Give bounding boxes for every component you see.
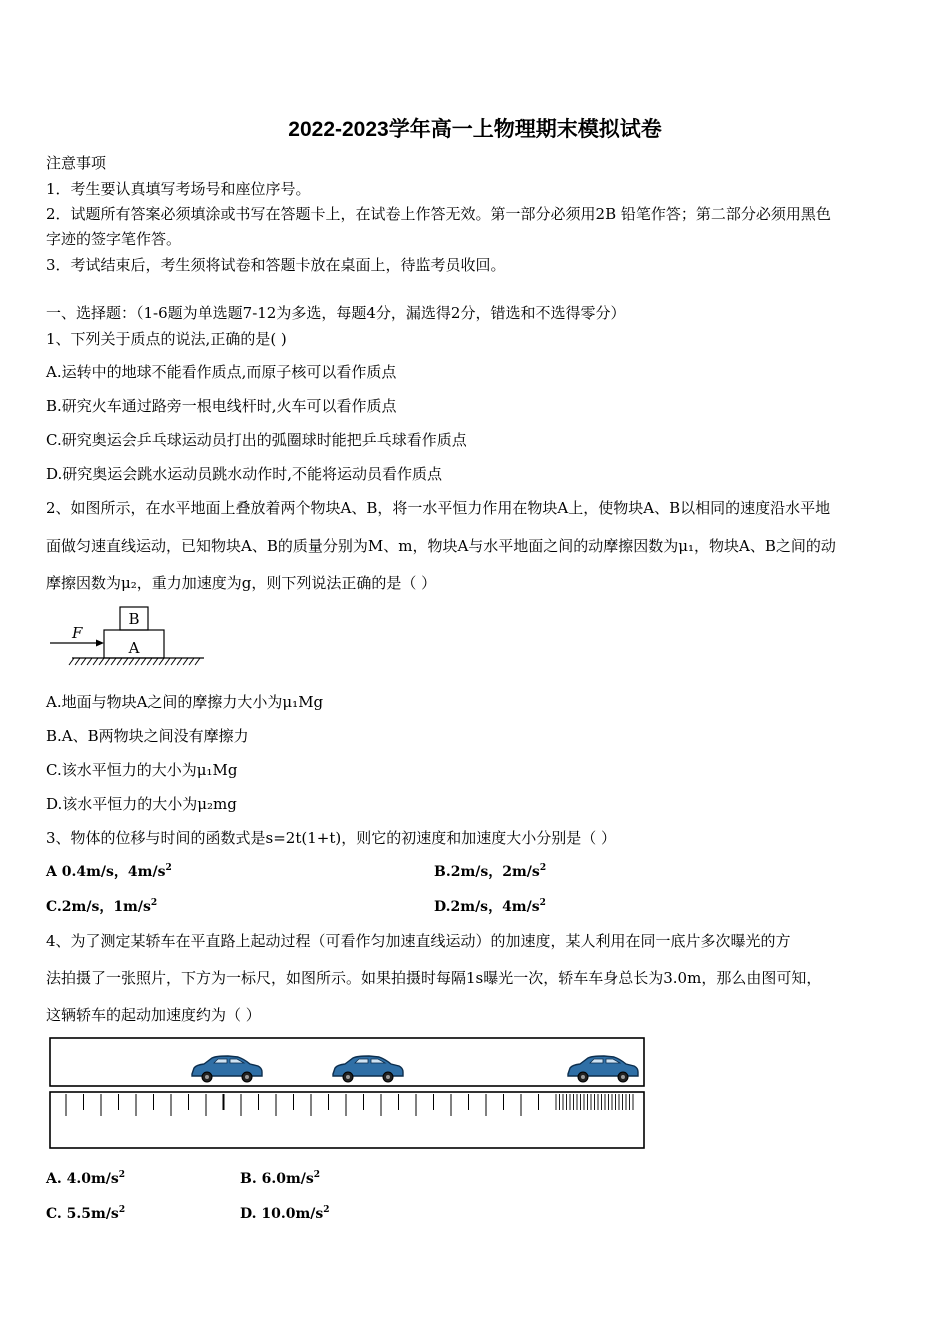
block-a-label: A bbox=[128, 639, 140, 657]
question-3-option-c: C.2m/s，$1m/s^2$ bbox=[46, 898, 158, 915]
question-3-stem: 3、物体的位移与时间的函数式是s=2t(1+t)，则它的初速度和加速度大小分别是（ ） bbox=[46, 829, 616, 847]
question-1-option-d: D.研究奥运会跳水运动员跳水动作时,不能将运动员看作质点 bbox=[46, 465, 443, 483]
hatch-mark bbox=[111, 658, 116, 665]
question-2-option-a: A.地面与物块A之间的摩擦力大小为μ₁Mg bbox=[46, 693, 324, 711]
hatch-mark bbox=[129, 658, 134, 665]
section-heading: 一、选择题：（1-6题为单选题7-12为多选，每题4分，漏选得2分，错选和不选得零分） bbox=[46, 304, 626, 322]
hatch-mark bbox=[81, 658, 86, 665]
ruler-ticks bbox=[66, 1094, 633, 1116]
hatch-mark bbox=[87, 658, 92, 665]
force-label: F bbox=[72, 624, 83, 642]
question-3-option-b: B.2m/s，$2m/s^2$ bbox=[434, 863, 547, 880]
hatch-mark bbox=[189, 658, 194, 665]
hatch-mark bbox=[69, 658, 74, 665]
hatch-mark bbox=[177, 658, 182, 665]
question-4-option-b: B. $6.0m/s^2$ bbox=[240, 1170, 321, 1187]
page-title: 2022-2023学年高一上物理期末模拟试卷 bbox=[288, 118, 662, 141]
notice-item: 3．考试结束后，考生须将试卷和答题卡放在桌面上，待监考员收回。 bbox=[46, 256, 506, 274]
question-4-option-c: C. $5.5m/s^2$ bbox=[46, 1205, 126, 1222]
hatch-mark bbox=[171, 658, 176, 665]
question-1-option-c: C.研究奥运会乒乓球运动员打出的弧圈球时能把乒乓球看作质点 bbox=[46, 431, 467, 449]
hatch-mark bbox=[93, 658, 98, 665]
question-2-option-d: D.该水平恒力的大小为μ₂mg bbox=[46, 795, 237, 813]
ground-hatching bbox=[69, 658, 200, 665]
question-3-option-a: A 0.4m/s，$4m/s^2$ bbox=[46, 863, 172, 880]
block-b-label: B bbox=[128, 610, 140, 628]
question-1-option-b: B.研究火车通过路旁一根电线杆时,火车可以看作质点 bbox=[46, 397, 397, 415]
question-2-option-c: C.该水平恒力的大小为μ₁Mg bbox=[46, 761, 238, 779]
hatch-mark bbox=[99, 658, 104, 665]
question-2-stem-line: 2、如图所示，在水平地面上叠放着两个物块A、B，将一水平恒力作用在物块A上，使物块A、B以相同的速度沿水平地 bbox=[46, 499, 831, 517]
car-icon bbox=[333, 1056, 403, 1082]
question-3-option-d: D.2m/s，$4m/s^2$ bbox=[434, 898, 546, 915]
question-4-option-d: D. $10.0m/s^2$ bbox=[240, 1205, 330, 1222]
question-4-stem-line: 这辆轿车的起动加速度约为（ ） bbox=[46, 1006, 261, 1024]
ruler bbox=[50, 1092, 644, 1148]
notice-item: 1．考生要认真填写考场号和座位序号。 bbox=[46, 180, 311, 198]
hatch-mark bbox=[147, 658, 152, 665]
hatch-mark bbox=[123, 658, 128, 665]
question-4-stem-line: 法拍摄了一张照片，下方为一标尺，如图所示。如果拍摄时每隔1s曝光一次，轿车车身总长为3.0m，那么由图可知， bbox=[46, 969, 822, 987]
block-diagram bbox=[46, 604, 208, 670]
car-icon bbox=[192, 1056, 262, 1082]
hatch-mark bbox=[165, 658, 170, 665]
hatch-mark bbox=[159, 658, 164, 665]
question-4-option-a: A. $4.0m/s^2$ bbox=[46, 1170, 126, 1187]
hatch-mark bbox=[105, 658, 110, 665]
hatch-mark bbox=[117, 658, 122, 665]
question-2-stem-line: 摩擦因数为μ₂，重力加速度为g，则下列说法正确的是（ ） bbox=[46, 574, 437, 592]
hatch-mark bbox=[135, 658, 140, 665]
question-1-stem: 1、下列关于质点的说法,正确的是( ) bbox=[46, 330, 287, 348]
notice-heading: 注意事项 bbox=[46, 154, 107, 172]
force-arrow-head bbox=[96, 640, 104, 647]
question-1-option-a: A.运转中的地球不能看作质点,而原子核可以看作质点 bbox=[46, 363, 397, 381]
question-4-stem-line: 4、为了测定某轿车在平直路上起动过程（可看作匀加速直线运动）的加速度，某人利用在同一底片多次曝光的方 bbox=[46, 932, 791, 950]
hatch-mark bbox=[153, 658, 158, 665]
car-icon bbox=[568, 1056, 638, 1082]
question-2-option-b: B.A、B两物块之间没有摩擦力 bbox=[46, 727, 249, 745]
hatch-mark bbox=[141, 658, 146, 665]
notice-item: 2．试题所有答案必须填涂或书写在答题卡上，在试卷上作答无效。第一部分必须用2B 铅笔作答；第二部分必须用黑色 bbox=[46, 205, 831, 223]
hatch-mark bbox=[195, 658, 200, 665]
question-2-stem-line: 面做匀速直线运动，已知物块A、B的质量分别为M、m，物块A与水平地面之间的动摩擦因数为μ₁，物块A、B之间的动 bbox=[46, 537, 836, 555]
hatch-mark bbox=[75, 658, 80, 665]
hatch-mark bbox=[183, 658, 188, 665]
car-exposures bbox=[192, 1056, 638, 1082]
car-ruler-figure bbox=[48, 1036, 648, 1152]
notice-item: 字迹的签字笔作答。 bbox=[46, 230, 182, 248]
